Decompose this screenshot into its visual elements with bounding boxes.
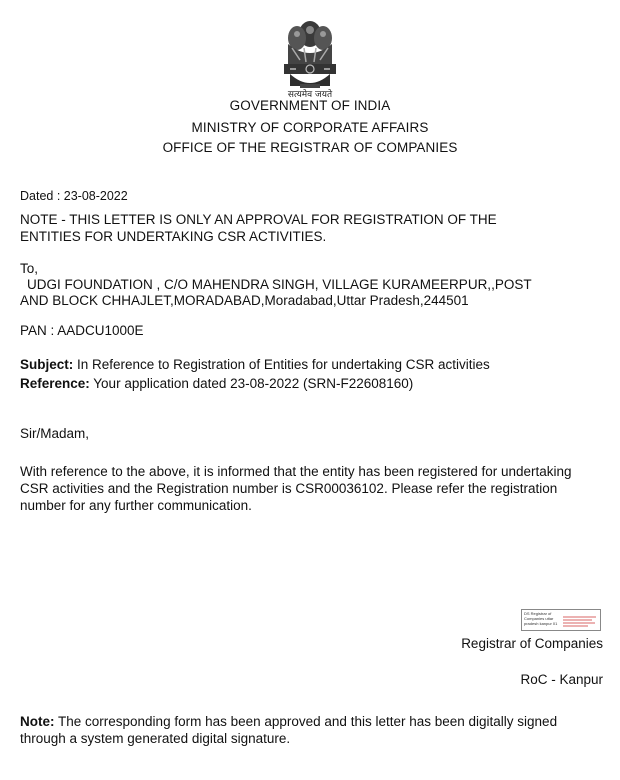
signature-scribble-icon [562, 614, 598, 628]
body-line-3: number for any further communication. [20, 498, 252, 513]
reference-label: Reference: [20, 376, 90, 391]
dated-line: Dated : 23-08-2022 [20, 189, 128, 203]
signature-title: Registrar of Companies [461, 636, 603, 651]
to-label: To, [20, 261, 39, 276]
header-office: OFFICE OF THE REGISTRAR OF COMPANIES [162, 140, 458, 155]
bottom-note-line-2: through a system generated digital signature. [20, 731, 291, 746]
reference-text: Your application dated 23-08-2022 (SRN-F22608160) [89, 376, 414, 391]
address-line-1: UDGI FOUNDATION , C/O MAHENDRA SINGH, VILLAGE KURAMEERPUR,,POST [27, 277, 532, 292]
note-line-1: NOTE - THIS LETTER IS ONLY AN APPROVAL FOR REGISTRATION OF THE [20, 212, 497, 227]
header-government: GOVERNMENT OF INDIA [229, 98, 391, 113]
bottom-note-label: Note: [20, 714, 55, 729]
signature-office: RoC - Kanpur [520, 672, 603, 687]
address-line-2: AND BLOCK CHHAJLET,MORADABAD,Moradabad,Uttar Pradesh,244501 [20, 293, 469, 308]
emblem-motto: सत्यमेव जयते [287, 90, 333, 100]
body-line-1: With reference to the above, it is informed that the entity has been registered for undertaking [20, 464, 572, 479]
bottom-note-text-1: The corresponding form has been approved and this letter has been digitally signed [54, 714, 558, 729]
bottom-note-line-1 [20, 714, 557, 730]
subject-text: In Reference to Registration of Entities for undertaking CSR activities [73, 357, 490, 372]
subject-line [20, 357, 490, 373]
pan-line: PAN : AADCU1000E [20, 323, 144, 338]
signature-stamp-text: DS Registrar of Companies uttar pradesh kanpur 01 [524, 611, 558, 626]
subject-label: Subject: [20, 357, 74, 372]
header-ministry: MINISTRY OF CORPORATE AFFAIRS [191, 120, 429, 135]
salutation: Sir/Madam, [20, 426, 90, 441]
reference-line [20, 376, 413, 392]
body-line-2: CSR activities and the Registration number is CSR00036102. Please refer the registration [20, 481, 558, 496]
digital-signature-stamp [521, 609, 601, 631]
note-line-2: ENTITIES FOR UNDERTAKING CSR ACTIVITIES. [20, 229, 327, 244]
